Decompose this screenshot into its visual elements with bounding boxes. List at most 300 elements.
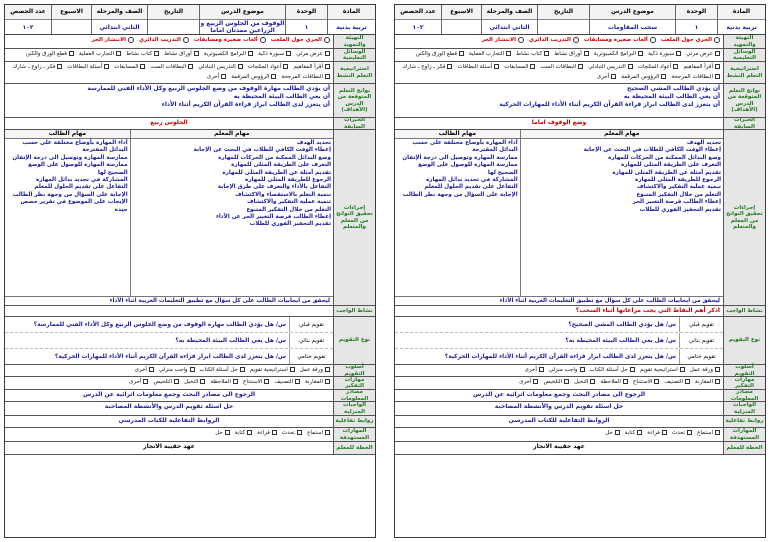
- strategies-option[interactable]: [457, 63, 499, 71]
- checkbox-icon[interactable]: [240, 367, 245, 372]
- checkbox-icon[interactable]: [611, 74, 616, 79]
- links-label: روابط تفاعلية: [723, 416, 765, 427]
- eval_style-option[interactable]: [525, 366, 544, 374]
- warmup-option[interactable]: [139, 36, 189, 44]
- outcomes-cell: [5, 84, 333, 117]
- eval_style-row: [395, 365, 765, 377]
- checkbox-icon[interactable]: [238, 64, 243, 69]
- checkbox-icon[interactable]: [200, 379, 205, 384]
- header-week-label: الاسبوع: [442, 5, 481, 20]
- checkbox-icon[interactable]: [590, 379, 595, 384]
- homework-row: [5, 306, 375, 317]
- evaluation-type: تقويم قبلي: [289, 317, 333, 332]
- media-option-label: قطع الورق والكنن: [25, 51, 67, 57]
- skills-option[interactable]: [697, 429, 720, 437]
- homework-text: اذكر أهم النقاط التي يجب مراعاتها أثناء السحب؟: [575, 307, 720, 314]
- skills-option[interactable]: [215, 429, 230, 437]
- evaluation-type: تقويم بنائي: [679, 333, 723, 348]
- skills-option[interactable]: [625, 429, 642, 437]
- eval_style-option-label: حل أسئلة الكتاب: [589, 367, 628, 373]
- thinking-option[interactable]: [543, 378, 569, 386]
- strategies-option[interactable]: [621, 73, 666, 81]
- thinking-option[interactable]: [274, 378, 300, 386]
- warmup-cell: [395, 35, 723, 48]
- skills-option-label: قراءة: [647, 430, 660, 436]
- hw2-label: الواجبات المنزلية: [333, 402, 375, 415]
- media-option[interactable]: [686, 50, 720, 58]
- checkbox-icon[interactable]: [615, 430, 620, 435]
- evaluation-item: [5, 349, 333, 364]
- checkbox-icon[interactable]: [715, 367, 720, 372]
- header-date: [537, 5, 589, 34]
- checkbox-icon[interactable]: [272, 430, 277, 435]
- checkbox-icon[interactable]: [533, 379, 538, 384]
- checkbox-icon[interactable]: [637, 430, 642, 435]
- checkbox-icon[interactable]: [638, 51, 643, 56]
- eval_style-option[interactable]: [300, 366, 330, 374]
- teacher-task-item: تنمية عملية التفكير والاكتشاف: [247, 199, 331, 206]
- skills-label: المهارات المستهدفة: [723, 428, 765, 441]
- checkbox-icon[interactable]: [286, 51, 291, 56]
- evaluation-item: [5, 317, 333, 333]
- teacher-task-item: تنمية عملية التفكير والاكتشاف: [637, 184, 721, 191]
- thinking-option-label: التصنيف: [274, 379, 294, 385]
- checkbox-icon[interactable]: [57, 64, 62, 69]
- checkbox-icon[interactable]: [580, 367, 585, 372]
- header-week-label: الاسبوع: [52, 5, 91, 20]
- evaluation-row: [5, 317, 375, 365]
- procedures-table: [395, 130, 723, 305]
- evaluation-question: س/ هل يعي الطالب البيئة المحيطة به؟: [175, 337, 286, 344]
- checkbox-icon[interactable]: [325, 367, 330, 372]
- teacher-task-item: الرجوع للطريقة المثلى للمهارة: [635, 177, 721, 184]
- evaluation-question: س/ هل يتعزز لدى الطالب ابراز قراءة القرآن الكريم أثناء الأداء للمهارات الحركية؟: [54, 353, 286, 360]
- checkbox-icon[interactable]: [578, 64, 583, 69]
- warmup-row: [395, 35, 765, 49]
- media-option-label: قطع الورق والكنن: [415, 51, 457, 57]
- info-cell: [395, 390, 723, 401]
- header-topic: [589, 5, 675, 34]
- header-count: [395, 5, 441, 34]
- thinking-row: [5, 377, 375, 390]
- checkbox-icon[interactable]: [687, 430, 692, 435]
- outcomes-row: [5, 84, 375, 118]
- header-subject: [327, 5, 375, 34]
- warmup-option-label: التدريب الدائري: [138, 37, 181, 43]
- thinking-option[interactable]: [129, 378, 148, 386]
- thinking-option-label: التخيل: [184, 379, 199, 385]
- strategies-option[interactable]: [293, 63, 330, 71]
- checkbox-icon[interactable]: [140, 64, 145, 69]
- media-option[interactable]: [469, 50, 511, 58]
- media-option-label: سبورة ذكية: [258, 51, 285, 57]
- warmup-option[interactable]: [92, 36, 134, 44]
- evaluation-question: س/ هل يعي الطالب البيئة المحيطة به؟: [565, 337, 676, 344]
- prior-label: الخبرات السابقة: [723, 118, 765, 129]
- media-option-label: أوراق نشاط: [164, 51, 192, 57]
- checkbox-icon[interactable]: [143, 379, 148, 384]
- strategies-option[interactable]: [231, 73, 276, 81]
- strategies-option-label: المسابقات: [114, 64, 139, 70]
- hw2-label: الواجبات المنزلية: [723, 402, 765, 415]
- teacher-task-item: التعلم من خلال التفكير المتنوع: [246, 206, 331, 213]
- thinking-option[interactable]: [184, 378, 205, 386]
- strategies-option[interactable]: [504, 63, 535, 71]
- eval_style-option[interactable]: [690, 366, 720, 374]
- radio-circle-icon[interactable]: [183, 37, 189, 43]
- hw2-text: حل اسئلة تقويم الدرس والأنشطة المصاحبة: [494, 403, 624, 410]
- radio-circle-icon[interactable]: [650, 37, 656, 43]
- lesson-plan-page-right: [394, 4, 766, 538]
- strategies-row: [5, 62, 375, 84]
- eval_style-option[interactable]: [549, 366, 585, 374]
- strategies-option[interactable]: [13, 63, 63, 71]
- eval_style-option[interactable]: [250, 366, 295, 374]
- thinking-option[interactable]: [210, 378, 238, 386]
- skills-option[interactable]: [605, 429, 620, 437]
- procedures-label: إجراءات تحقيق النواتج من المعلم والمتعلم: [333, 130, 375, 305]
- thinking-option[interactable]: [664, 378, 690, 386]
- warmup-option-label: التدريب الدائري: [528, 37, 571, 43]
- strategies-option[interactable]: [114, 63, 145, 71]
- evaluation-question: س/ هل يتعزز لدى الطالب ابراز قراءة القرآن الكريم أثناء الأداء للمهارات الحركية؟: [444, 353, 676, 360]
- skills-option[interactable]: [235, 429, 252, 437]
- header-grade-label: الصف والمرحلة: [482, 5, 537, 20]
- warmup-row: [5, 35, 375, 49]
- strategies-option-label: التدريس التبادلي: [198, 64, 236, 70]
- warmup-option-label: الانتشار الحر: [91, 37, 126, 43]
- media-option[interactable]: [416, 50, 464, 58]
- checkbox-icon[interactable]: [194, 51, 199, 56]
- header-unit-label: الوحدة: [286, 5, 327, 20]
- checkbox-icon[interactable]: [630, 367, 635, 372]
- procedures-columns: [5, 130, 333, 296]
- signature-text: عهد حقيبة الانجاز: [533, 443, 585, 450]
- header-grade-value: الثاني ابتدائي: [489, 23, 530, 31]
- header-unit-label: الوحدة: [676, 5, 717, 20]
- strategies-option[interactable]: [67, 63, 109, 71]
- evaluation-item: [395, 333, 723, 349]
- strategies-option[interactable]: [683, 63, 720, 71]
- checkbox-icon[interactable]: [539, 367, 544, 372]
- thinking-options: [398, 378, 720, 386]
- skills-option[interactable]: [307, 429, 330, 437]
- thinking-option-label: التلخيص: [543, 379, 563, 385]
- checkbox-icon[interactable]: [715, 51, 720, 56]
- eval_style-option[interactable]: [590, 366, 635, 374]
- checkbox-icon[interactable]: [494, 64, 499, 69]
- outcome-line: أن يعي الطالب البيئة المحيطة به: [623, 93, 720, 100]
- strategies-option[interactable]: [281, 73, 330, 81]
- teacher-tasks-header: مهام المعلم: [521, 130, 723, 139]
- skills-cell: [395, 428, 723, 441]
- checkbox-icon[interactable]: [325, 51, 330, 56]
- checkbox-icon[interactable]: [297, 430, 302, 435]
- media-option[interactable]: [126, 50, 159, 58]
- strategies-row: [395, 62, 765, 84]
- info-label: مصادر المعلومات: [723, 390, 765, 401]
- checkbox-icon[interactable]: [564, 379, 569, 384]
- teacher-tasks-list: [521, 139, 723, 215]
- eval_style-cell: [395, 365, 723, 376]
- strategies-option-label: التدريس التبادلي: [588, 64, 626, 70]
- strategies-option-label: الرؤوس المرقمة: [621, 74, 660, 80]
- header-subject-value: تربية بدنية: [336, 23, 367, 31]
- eval_style-row: [5, 365, 375, 377]
- strategies-option[interactable]: [403, 63, 453, 71]
- strategies-option-label: أعواد المثلجات: [637, 64, 672, 70]
- checkbox-icon[interactable]: [190, 367, 195, 372]
- checkbox-icon[interactable]: [673, 64, 678, 69]
- media-option[interactable]: [516, 50, 549, 58]
- checkbox-icon[interactable]: [661, 74, 666, 79]
- media-option-label: التجارب العملية: [78, 51, 115, 57]
- prior-text: الجلوس ربيع: [150, 119, 188, 126]
- student-task-item: أداء المهارة بأوضاع مختلفة على حسب البدائل المقترحة: [412, 140, 518, 154]
- checkbox-icon[interactable]: [623, 379, 628, 384]
- strategies-option-label: البطاقات المرجحة: [671, 74, 713, 80]
- checkbox-icon[interactable]: [676, 51, 681, 56]
- strategies-option-label: البطاقات الست: [540, 64, 577, 70]
- checkbox-icon[interactable]: [459, 51, 464, 56]
- strategies-option[interactable]: [588, 63, 633, 71]
- media-option-label: سبورة ذكية: [648, 51, 675, 57]
- strategies-option[interactable]: [540, 63, 583, 71]
- thinking-cell: [395, 377, 723, 389]
- media-option[interactable]: [594, 50, 643, 58]
- signature-text: عهد حقيبة الانجاز: [143, 443, 195, 450]
- checkbox-icon[interactable]: [283, 64, 288, 69]
- skills-option[interactable]: [647, 429, 667, 437]
- warmup-options: [398, 36, 720, 44]
- eval_style-option-label: حل أسئلة الكتاب: [199, 367, 238, 373]
- warmup-option[interactable]: [271, 36, 330, 44]
- skills-options: [8, 429, 330, 437]
- strategies-option[interactable]: [198, 63, 243, 71]
- evaluation-row: [395, 317, 765, 365]
- thinking-option[interactable]: [305, 378, 330, 386]
- strategies-option-label: أخرى: [596, 74, 610, 80]
- student-task-item: التفاعل على تقديم الحلول للمعلم: [424, 184, 518, 191]
- strategies-option[interactable]: [248, 63, 289, 71]
- teacher-task-item: تنمية التعلم بالاستقصاء والاكتشاف: [235, 191, 331, 198]
- radio-circle-icon[interactable]: [518, 37, 524, 43]
- checkbox-icon[interactable]: [654, 379, 659, 384]
- checkbox-icon[interactable]: [248, 51, 253, 56]
- checkbox-icon[interactable]: [149, 367, 154, 372]
- thinking-option[interactable]: [600, 378, 628, 386]
- checkbox-icon[interactable]: [221, 74, 226, 79]
- checkbox-icon[interactable]: [290, 367, 295, 372]
- strategies-option[interactable]: [638, 63, 679, 71]
- signature-cell: [5, 442, 333, 454]
- checkbox-icon[interactable]: [154, 51, 159, 56]
- eval_style-option[interactable]: [640, 366, 685, 374]
- teacher-tasks-column: [130, 130, 333, 296]
- checkbox-icon[interactable]: [530, 64, 535, 69]
- radio-circle-icon[interactable]: [128, 37, 134, 43]
- skills-option[interactable]: [282, 429, 302, 437]
- checkbox-icon[interactable]: [69, 51, 74, 56]
- checkbox-icon[interactable]: [325, 379, 330, 384]
- header-unit: [675, 5, 717, 34]
- strategies-label: استراتيجية التعلم النشط: [723, 62, 765, 83]
- checkbox-icon[interactable]: [271, 74, 276, 79]
- radio-circle-icon[interactable]: [714, 37, 720, 43]
- procedures-table: [5, 130, 333, 305]
- teacher-task-item: تقديم أمثلة عن الطريقة المثلى للمهارة: [222, 169, 331, 176]
- strategies-cell: [5, 62, 333, 83]
- eval_style-option[interactable]: [135, 366, 154, 374]
- media-option[interactable]: [296, 50, 330, 58]
- checkbox-icon[interactable]: [116, 51, 121, 56]
- checkbox-icon[interactable]: [264, 379, 269, 384]
- checkbox-icon[interactable]: [233, 379, 238, 384]
- prior-cell: [5, 118, 333, 129]
- strategies-option-label: المسابقات: [504, 64, 529, 70]
- strategies-option[interactable]: [150, 63, 193, 71]
- media-option[interactable]: [79, 50, 121, 58]
- student-task-item: المشاركة في تحديد بدائل المهارة: [35, 177, 128, 184]
- media-option[interactable]: [258, 50, 291, 58]
- teacher-task-item: التفاعل بالأداء والتعرف على طرق الإجابة: [217, 184, 331, 191]
- teacher-tasks-list: [131, 139, 333, 230]
- checkbox-icon[interactable]: [247, 430, 252, 435]
- media-option[interactable]: [554, 50, 589, 58]
- signature-cell: [395, 442, 723, 454]
- header-date-value: [538, 20, 589, 34]
- checkbox-icon[interactable]: [104, 64, 109, 69]
- hw2-cell: [5, 402, 333, 415]
- checkbox-icon[interactable]: [295, 379, 300, 384]
- eval_style-option[interactable]: [159, 366, 195, 374]
- warmup-cell: [5, 35, 333, 48]
- skills-options: [398, 429, 720, 437]
- thinking-option-label: التلخيص: [153, 379, 173, 385]
- outcome-line: أن يعي الطالب البيئة المحيطة به: [233, 93, 330, 100]
- teacher-task-item: تحديد الهدف: [686, 140, 721, 146]
- teacher-task-item: إعطاء الوقت الكافي للطلاب في البحث عن الإجابة: [193, 147, 331, 154]
- warmup-option[interactable]: [661, 36, 720, 44]
- skills-row: [5, 428, 375, 442]
- checkbox-icon[interactable]: [325, 64, 330, 69]
- student-task-item: ممارسة المهارة للوصول على الوضع الصحيح لها: [418, 162, 518, 176]
- checkbox-icon[interactable]: [584, 51, 589, 56]
- checkbox-icon[interactable]: [325, 430, 330, 435]
- radio-circle-icon[interactable]: [260, 37, 266, 43]
- header-subject-value: تربية بدنية: [726, 23, 757, 31]
- header-subject: [717, 5, 765, 34]
- info-text: الرجوع الى مصادر البحث وجمع معلومات اثرائية عن الدرس: [472, 391, 646, 398]
- links-cell: [395, 416, 723, 427]
- checkbox-icon[interactable]: [447, 64, 452, 69]
- procedures-row: [395, 130, 765, 306]
- thinking-option[interactable]: [633, 378, 659, 386]
- skills-option-label: تحدث: [671, 430, 686, 436]
- links-cell: [5, 416, 333, 427]
- strategies-option[interactable]: [671, 73, 720, 81]
- radio-circle-icon[interactable]: [324, 37, 330, 43]
- media-options: [8, 50, 330, 58]
- strategies-option-label: أسئلة البطاقات: [457, 64, 493, 70]
- checkbox-icon[interactable]: [662, 430, 667, 435]
- strategies-label: استراتيجية التعلم النشط: [333, 62, 375, 83]
- checkbox-icon[interactable]: [628, 64, 633, 69]
- thinking-option[interactable]: [153, 378, 179, 386]
- warmup-option[interactable]: [584, 36, 656, 44]
- header-topic-value: الوقوف من الجلوس الربيع و الزراعين ممدتان اماما: [200, 20, 285, 34]
- checkbox-icon[interactable]: [225, 430, 230, 435]
- homework-cell: [5, 306, 333, 316]
- media-row: [395, 49, 765, 62]
- prior-row: [5, 118, 375, 130]
- evaluation-item: [5, 333, 333, 349]
- strategies-option-label: البطاقات المرجحة: [281, 74, 323, 80]
- checkbox-icon[interactable]: [715, 74, 720, 79]
- header-topic-label: موضوع الدرس: [200, 5, 285, 20]
- warmup-option[interactable]: [194, 36, 266, 44]
- hw2-row: [395, 402, 765, 416]
- checkbox-icon[interactable]: [680, 367, 685, 372]
- checkbox-icon[interactable]: [325, 74, 330, 79]
- checkbox-icon[interactable]: [506, 51, 511, 56]
- teacher-task-item: إعطاء الطالب فرصة التعبير الحر: [632, 199, 721, 206]
- skills-option[interactable]: [257, 429, 277, 437]
- thinking-option-label: الاستنتاج: [242, 379, 263, 385]
- strategies-option-label: أقرأ المفاهيم: [293, 64, 323, 70]
- header-week-value: [52, 20, 91, 34]
- warmup-option-label: ألعاب صغيرة ومسابقات: [583, 37, 648, 43]
- links-text: الروابط التفاعلية للكتاب المدرسي: [118, 417, 220, 424]
- skills-option-label: حل: [215, 430, 223, 436]
- thinking-option[interactable]: [243, 378, 269, 386]
- checkbox-icon[interactable]: [685, 379, 690, 384]
- strategies-option-label: فكر ـ زاوج ـ شارك: [12, 64, 56, 70]
- checkbox-icon[interactable]: [188, 64, 193, 69]
- evaluation-type: تقويم قبلي: [679, 317, 723, 332]
- media-option[interactable]: [26, 50, 74, 58]
- teacher-task-item: تقديم أمثلة عن الطريقة المثلى للمهارة: [612, 169, 721, 176]
- checkbox-icon[interactable]: [715, 430, 720, 435]
- checkbox-icon[interactable]: [174, 379, 179, 384]
- skills-option[interactable]: [672, 429, 692, 437]
- header-count-label: عدد الحصص: [5, 5, 51, 20]
- teacher-task-item: تحديد الهدف: [296, 140, 331, 146]
- thinking-option[interactable]: [519, 378, 538, 386]
- strategies-option[interactable]: [597, 73, 616, 81]
- radio-circle-icon[interactable]: [573, 37, 579, 43]
- warmup-label: التهيئة والتمهيد: [723, 35, 765, 48]
- warmup-option[interactable]: [529, 36, 579, 44]
- checkbox-icon[interactable]: [715, 64, 720, 69]
- warmup-option[interactable]: [482, 36, 524, 44]
- evaluation-item: [395, 317, 723, 333]
- eval_style-option[interactable]: [200, 366, 245, 374]
- media-option[interactable]: [164, 50, 199, 58]
- media-option[interactable]: [648, 50, 681, 58]
- thinking-option[interactable]: [574, 378, 595, 386]
- thinking-option-label: التصنيف: [664, 379, 684, 385]
- header-week: [441, 5, 481, 34]
- thinking-option[interactable]: [695, 378, 720, 386]
- strategies-option[interactable]: [207, 73, 226, 81]
- checkbox-icon[interactable]: [544, 51, 549, 56]
- media-option[interactable]: [204, 50, 253, 58]
- strategies-options: [8, 63, 330, 81]
- lesson-plan-page-left: [4, 4, 376, 538]
- checkbox-icon[interactable]: [715, 379, 720, 384]
- media-option-label: أوراق نشاط: [554, 51, 582, 57]
